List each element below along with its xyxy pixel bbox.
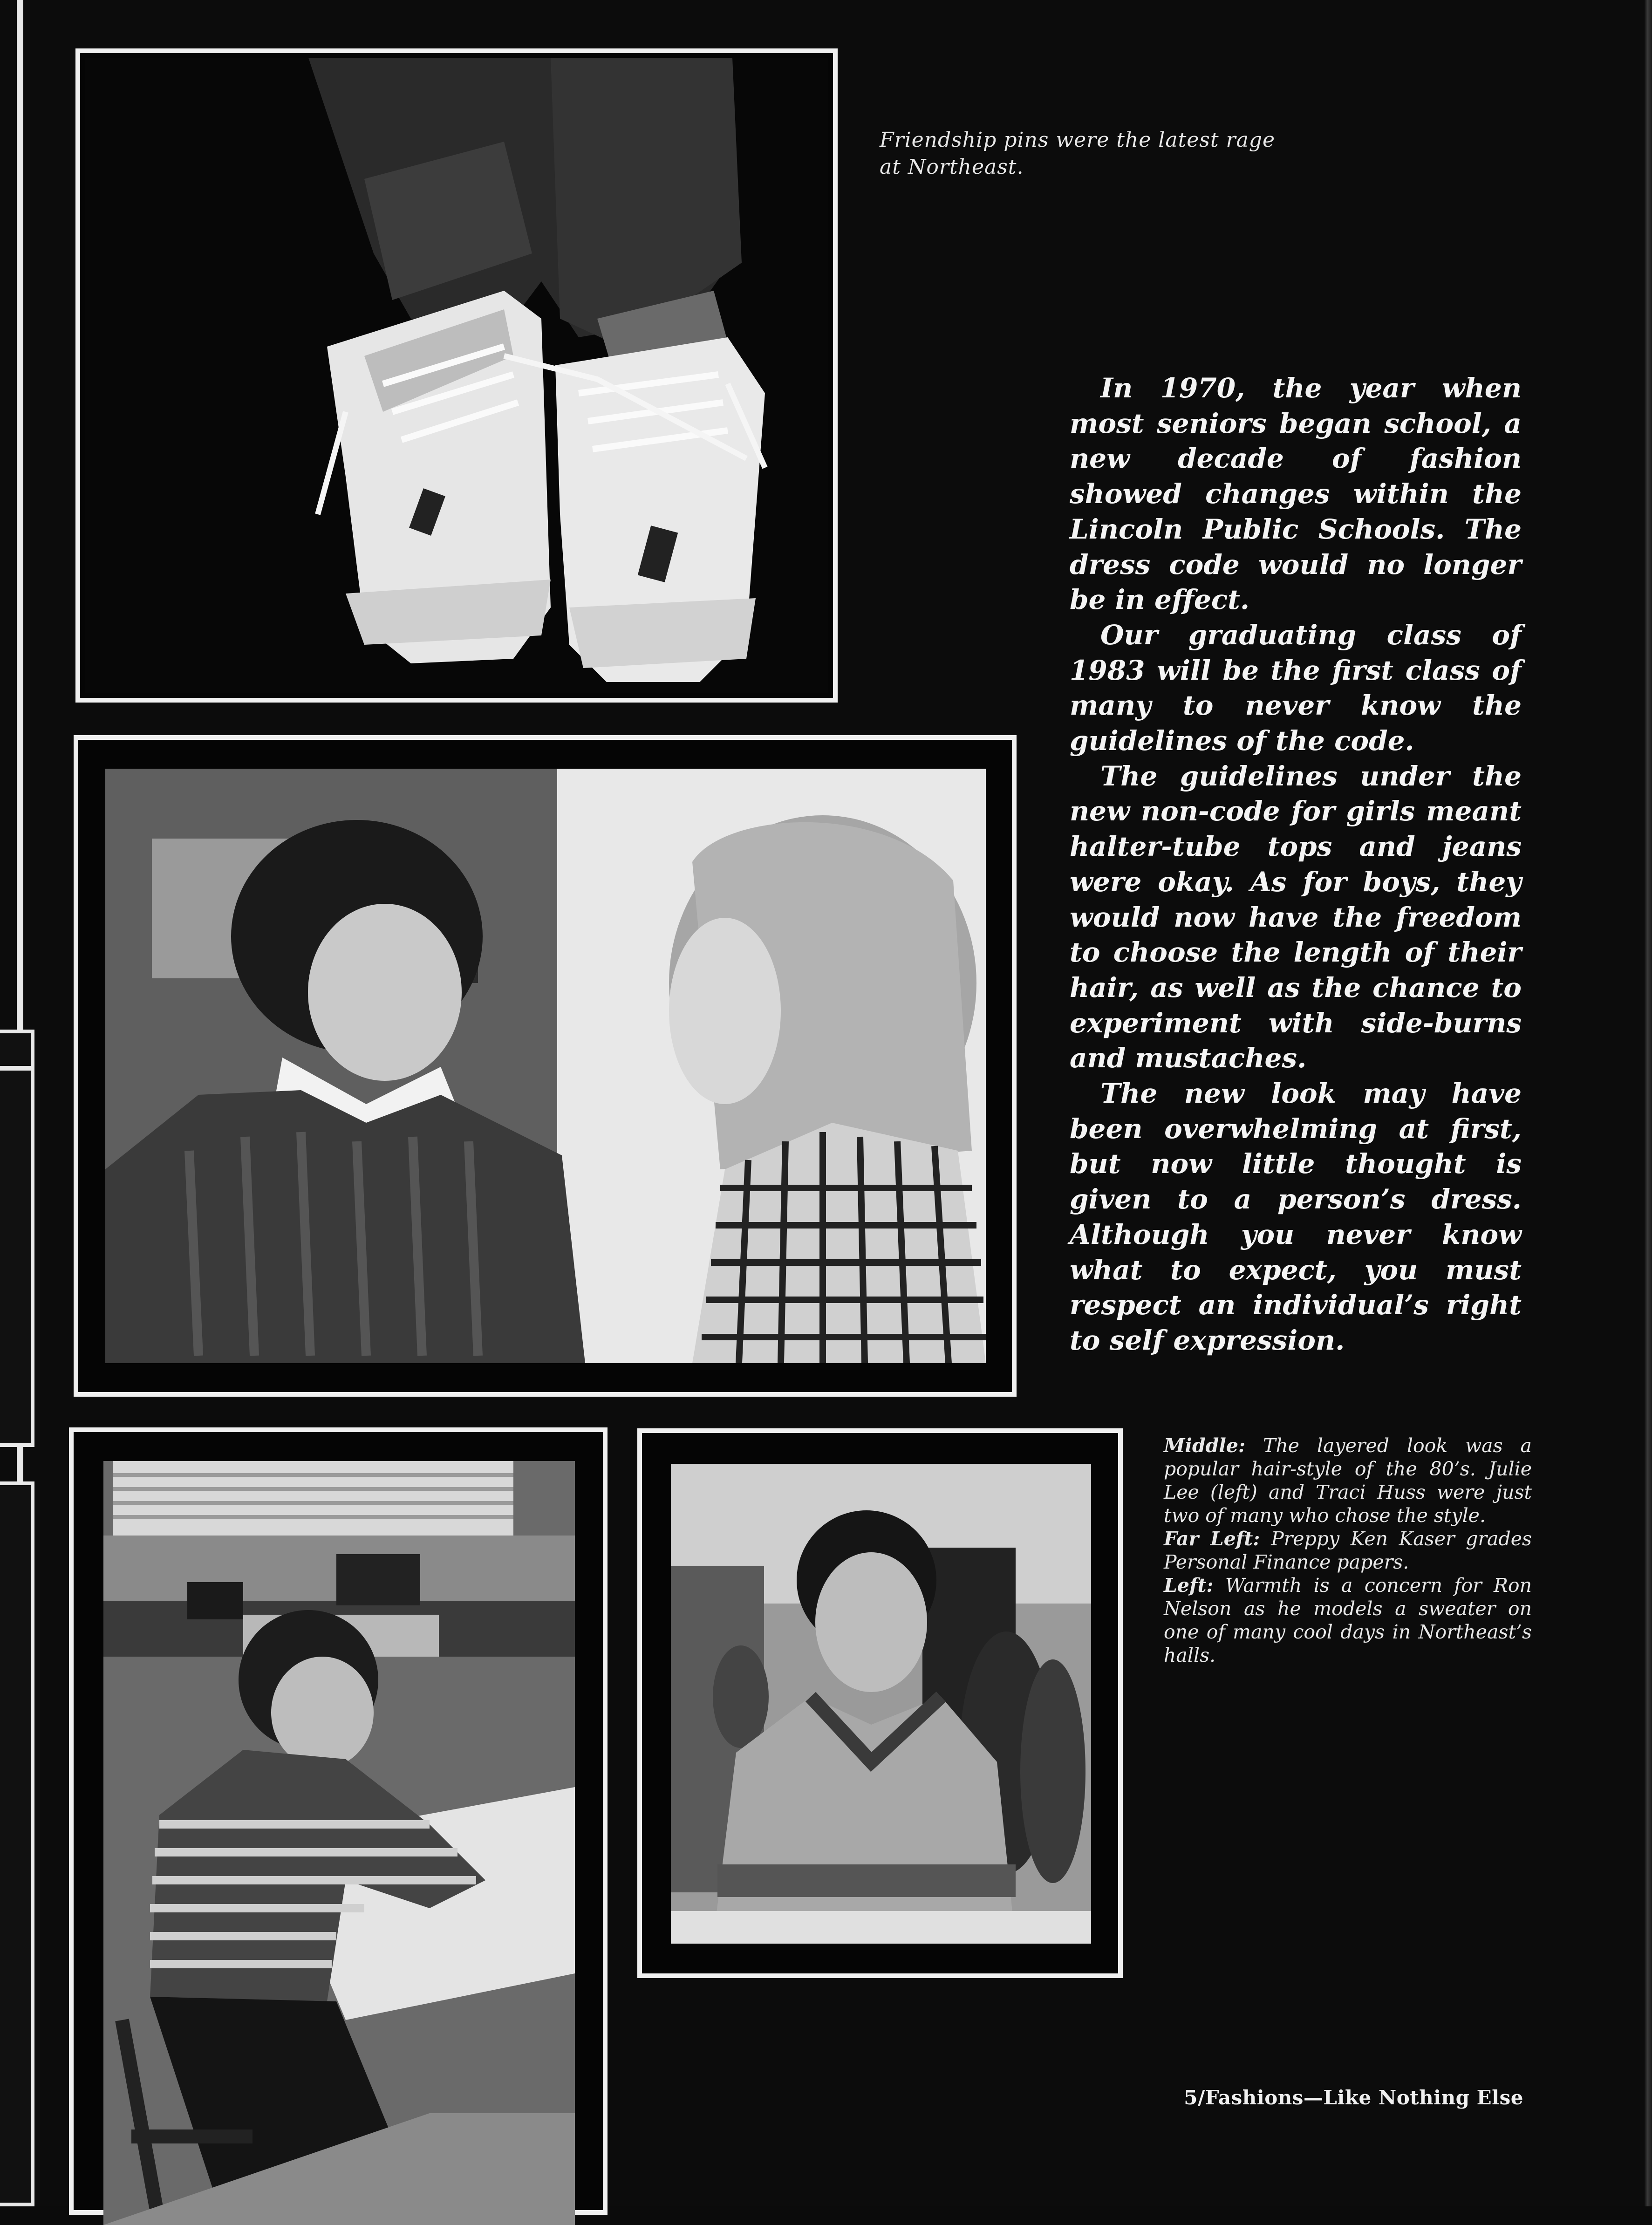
middle-photo (105, 769, 986, 1363)
page-right-edge (1645, 0, 1652, 2206)
teacher-photo-frame (69, 1427, 608, 2215)
caption-lead: Left: (1164, 1574, 1214, 1597)
story-paragraph: In 1970, the year when most seniors began school, a new decade of fashion showed changes within the Lincoln Public Schools. The dress code would no longer be in effect. (1070, 372, 1522, 616)
story-paragraph: The new look may have been overwhelming at first, but now little thought is given to a person’s dress. Although you never know what to expect, you must respect an individual’s right to self expression. (1070, 1078, 1522, 1356)
edge-tab (0, 1067, 34, 1447)
story-text (1070, 371, 1522, 1358)
sweater-photo (671, 1464, 1091, 1944)
edge-tab (0, 1030, 34, 1070)
caption-lead: Far Left: (1164, 1528, 1260, 1550)
story-paragraph: The guidelines under the new non-code for girls meant halter-tube tops and jeans were okay. As for boys, they would now have the freedom to choose the length of their hair, as well as the chance to experiment with side-burns and mustaches. (1070, 760, 1522, 1074)
sneakers-photo-caption: Friendship pins were the latest rage at Northeast. (880, 128, 1276, 179)
caption-text: Warmth is a concern for Ron Nelson as he models a sweater on one of many cool days in Northeast’s halls. (1164, 1574, 1532, 1666)
page-folio: 5/Fashions—Like Nothing Else (1184, 2086, 1523, 2109)
story-paragraph: Our graduating class of 1983 will be the first class of many to never know the guidelines of the code. (1070, 619, 1522, 757)
sneakers-photo-frame (75, 48, 838, 703)
caption-text: Preppy Ken Kaser grades Personal Finance papers. (1164, 1528, 1532, 1573)
sneakers-photo (85, 58, 828, 693)
edge-tab (0, 1481, 34, 2206)
photo-captions (1164, 1434, 1532, 1667)
caption-text: The layered look was a popular hair-style of the 80’s. Julie Lee (left) and Traci Huss were just two of many who chose the style. (1164, 1434, 1532, 1527)
sweater-photo-frame (637, 1428, 1123, 1978)
caption-middle (1164, 1434, 1532, 1527)
caption-lead: Middle: (1164, 1434, 1246, 1457)
caption-far-left (1164, 1527, 1532, 1574)
middle-photo-frame (74, 735, 1017, 1397)
caption-left (1164, 1574, 1532, 1667)
teacher-photo (103, 1461, 575, 2225)
